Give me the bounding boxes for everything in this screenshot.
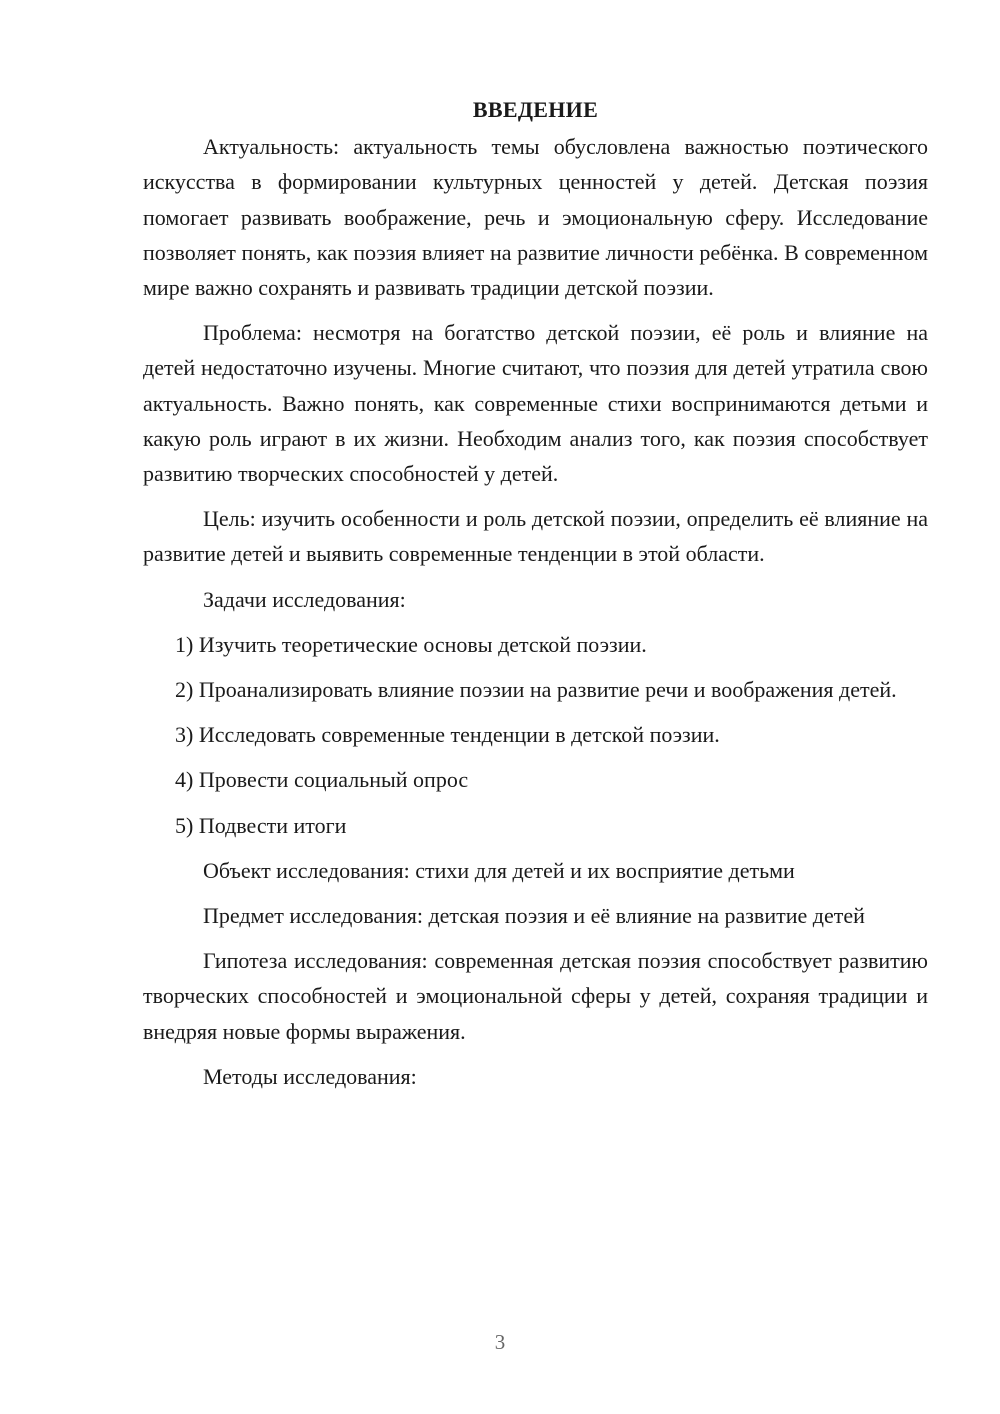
- document-page: [143, 92, 928, 1104]
- page-number: 3: [494, 1330, 506, 1354]
- page-title: ВВЕДЕНИЕ: [472, 97, 599, 122]
- methods-heading: Методы исследования:: [203, 1063, 417, 1089]
- problem-paragraph: Проблема: несмотря на богатство детской поэзии, её роль и влияние на детей недостаточно изучены. Многие считают, что поэзия для детей утратила свою актуальность. Важно понять, как современные стихи воспринимаются детьми и какую роль играют в их жизни. Необходим анализ того, как поэзия способствует развитию творческих способностей у детей.: [143, 320, 928, 487]
- tasks-heading: Задачи исследования:: [203, 586, 406, 612]
- relevance-paragraph: Актуальность: актуальность темы обусловлена важностью поэтического искусства в формировании культурных ценностей у детей. Детская поэзия помогает развивать воображение, речь и эмоциональную сферу. Исследование позволяет понять, как поэзия влияет на развитие личности ребёнка. В современном мире важно сохранять и развивать традиции детской поэзии.: [143, 134, 928, 301]
- task-item: 4) Провести социальный опрос: [175, 767, 469, 793]
- task-item: 5) Подвести итоги: [175, 812, 347, 838]
- task-item: 3) Исследовать современные тенденции в детской поэзии.: [175, 722, 720, 748]
- task-item: 2) Проанализировать влияние поэзии на развитие речи и воображения детей.: [175, 677, 897, 703]
- task-item: 1) Изучить теоретические основы детской поэзии.: [175, 631, 647, 657]
- object-paragraph: Объект исследования: стихи для детей и их восприятие детьми: [203, 857, 795, 883]
- goal-paragraph: Цель: изучить особенности и роль детской поэзии, определить её влияние на развитие детей и выявить современные тенденции в этой области.: [143, 506, 928, 567]
- hypothesis-paragraph: Гипотеза исследования: современная детская поэзия способствует развитию творческих способностей и эмоциональной сферы у детей, сохраняя традиции и внедряя новые формы выражения.: [143, 948, 928, 1044]
- subject-paragraph: Предмет исследования: детская поэзия и её влияние на развитие детей: [203, 903, 865, 929]
